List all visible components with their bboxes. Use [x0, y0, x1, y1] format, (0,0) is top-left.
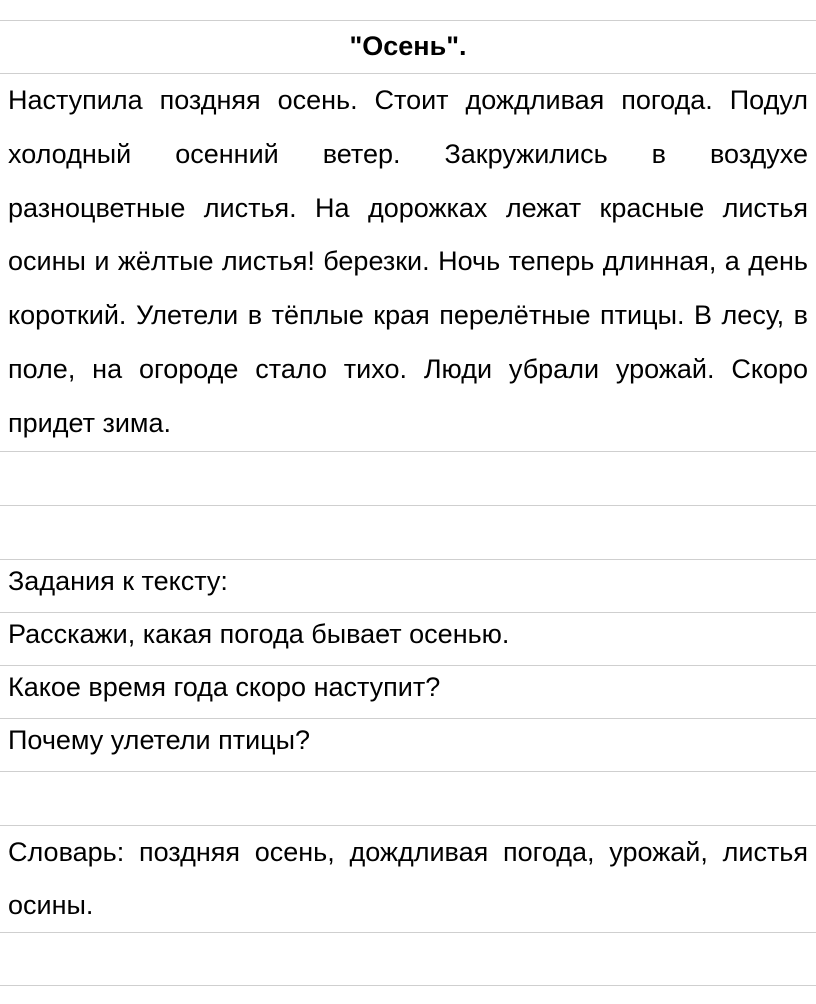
task-item-3: Почему улетели птицы?: [0, 719, 816, 772]
empty-row-4: [0, 933, 816, 986]
tasks-heading: Задания к тексту:: [0, 560, 816, 613]
empty-row-2: [0, 506, 816, 560]
task-item-1: Расскажи, какая погода бывает осенью.: [0, 613, 816, 666]
story-text: Наступила поздняя осень. Стоит дождливая погода. Подул холодный осенний ветер. Закружились в воздухе разноцветные листья. На дорожках лежат красные листья осины и жёлтые листья! березки. Ночь теперь длинная, а день короткий. Улетели в тёплые края перелётные птицы. В лесу, в поле, на огороде стало тихо. Люди убрали урожай. Скоро придет зима.: [8, 85, 808, 438]
vocabulary-text: Словарь: поздняя осень, дождливая погода, урожай, листья осины.: [8, 837, 808, 920]
task-item-2: Какое время года скоро наступит?: [0, 666, 816, 719]
document-title: "Осень".: [0, 21, 816, 74]
document-table: [0, 20, 816, 986]
vocabulary-cell: [0, 826, 816, 933]
empty-row-3: [0, 772, 816, 826]
story-text-cell: [0, 74, 816, 452]
empty-row-1: [0, 452, 816, 506]
